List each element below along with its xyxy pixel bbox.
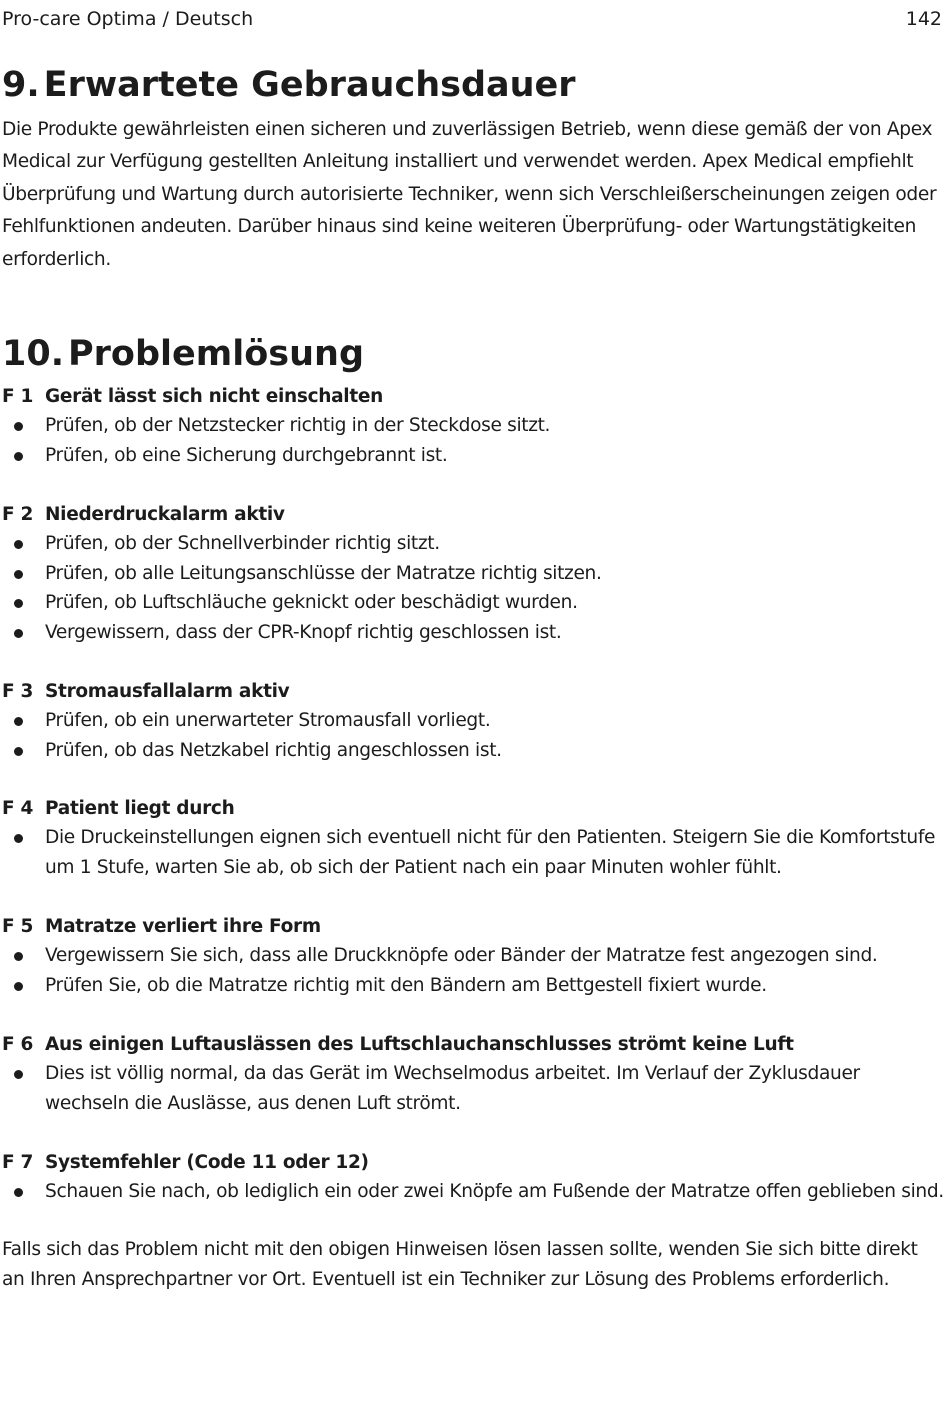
bullet-icon	[14, 629, 23, 638]
bullet-icon	[14, 540, 23, 549]
fault-header	[2, 1148, 948, 1177]
section-9-number: 9.	[2, 65, 40, 105]
list-item-text: Prüfen, ob das Netzkabel richtig angeschlossen ist.	[45, 739, 502, 761]
fault-item-list	[2, 529, 948, 647]
fault-item-list	[2, 706, 948, 765]
list-item	[2, 1177, 948, 1207]
list-item	[2, 736, 948, 766]
document-title: Pro-care Optima / Deutsch	[2, 8, 254, 30]
list-item-text: Prüfen, ob der Netzstecker richtig in der Steckdose sitzt.	[45, 415, 551, 436]
fault-item-list	[2, 823, 948, 882]
list-item-text: Dies ist völlig normal, da das Gerät im Wechselmodus arbeitet. Im Verlauf der Zyklusdauer wechseln die Auslässe, aus denen Luft strömt.	[45, 1063, 860, 1114]
fault-header	[2, 1030, 948, 1059]
fault-code: F 4	[2, 798, 34, 819]
fault-f3	[2, 677, 948, 765]
list-item	[2, 411, 948, 441]
list-item	[2, 823, 948, 882]
list-item	[2, 529, 948, 559]
section-9-heading	[2, 64, 576, 106]
list-item-text: Prüfen, ob Luftschläuche geknickt oder beschädigt wurden.	[45, 592, 578, 613]
fault-f6	[2, 1030, 948, 1118]
fault-code: F 6	[2, 1034, 34, 1055]
section-9-title: Erwartete Gebrauchsdauer	[43, 65, 576, 105]
list-item-text: Die Druckeinstellungen eignen sich eventuell nicht für den Patienten. Steigern Sie die Komfortstufe um 1 Stufe, warten Sie ab, ob sich der Patient nach ein paar Minuten wohler fühlt.	[45, 827, 936, 878]
page-number: 142	[905, 8, 942, 30]
fault-title: Aus einigen Luftauslässen des Luftschlauchanschlusses strömt keine Luft	[45, 1034, 794, 1055]
bullet-icon	[14, 952, 23, 961]
running-header	[2, 6, 942, 32]
fault-code: F 3	[2, 681, 34, 702]
fault-code: F 5	[2, 916, 34, 937]
section-10-title: Problemlösung	[68, 334, 364, 374]
bullet-icon	[14, 1188, 23, 1197]
list-item-text: Prüfen, ob alle Leitungsanschlüsse der Matratze richtig sitzen.	[45, 562, 602, 584]
bullet-icon	[14, 422, 23, 431]
fault-f7	[2, 1148, 948, 1207]
list-item-text: Prüfen, ob der Schnellverbinder richtig sitzt.	[45, 533, 440, 554]
fault-code: F 7	[2, 1152, 34, 1173]
fault-header	[2, 677, 948, 706]
bullet-icon	[14, 452, 23, 461]
list-item-text: Prüfen, ob ein unerwarteter Stromausfall vorliegt.	[45, 710, 491, 731]
bullet-icon	[14, 747, 23, 756]
list-item	[2, 588, 948, 618]
fault-title: Matratze verliert ihre Form	[45, 916, 321, 937]
fault-header	[2, 794, 948, 823]
list-item-text: Prüfen, ob eine Sicherung durchgebrannt ist.	[45, 444, 448, 466]
list-item	[2, 618, 948, 648]
fault-f4	[2, 794, 948, 882]
section-10-heading	[2, 333, 364, 375]
fault-item-list	[2, 941, 948, 1000]
list-item	[2, 941, 948, 971]
bullet-icon	[14, 834, 23, 843]
list-item	[2, 971, 948, 1001]
list-item	[2, 559, 948, 589]
fault-item-list	[2, 411, 948, 470]
closing-paragraph: Falls sich das Problem nicht mit den obigen Hinweisen lösen lassen sollte, wenden Sie sich bitte direkt an Ihren Ansprechpartner vor Ort. Eventuell ist ein Techniker zur Lösung des Problems erforderlich.	[2, 1239, 918, 1290]
fault-title: Patient liegt durch	[45, 798, 235, 819]
fault-header	[2, 912, 948, 941]
fault-code: F 1	[2, 386, 34, 407]
fault-item-list	[2, 1177, 948, 1207]
fault-header	[2, 500, 948, 529]
fault-title: Gerät lässt sich nicht einschalten	[45, 386, 384, 407]
list-item-text: Vergewissern, dass der CPR-Knopf richtig geschlossen ist.	[45, 621, 562, 643]
bullet-icon	[14, 717, 23, 726]
list-item-text: Prüfen Sie, ob die Matratze richtig mit den Bändern am Bettgestell fixiert wurde.	[45, 974, 767, 996]
list-item	[2, 706, 948, 736]
list-item-text: Schauen Sie nach, ob lediglich ein oder zwei Knöpfe am Fußende der Matratze offen geblieben sind.	[45, 1181, 944, 1202]
fault-title: Systemfehler (Code 11 oder 12)	[45, 1152, 369, 1173]
bullet-icon	[14, 982, 23, 991]
fault-header	[2, 382, 948, 411]
fault-title: Stromausfallalarm aktiv	[45, 681, 290, 702]
bullet-icon	[14, 599, 23, 608]
list-item-text: Vergewissern Sie sich, dass alle Druckknöpfe oder Bänder der Matratze fest angezogen sind.	[45, 945, 878, 966]
fault-code: F 2	[2, 504, 34, 525]
fault-f5	[2, 912, 948, 1000]
fault-title: Niederdruckalarm aktiv	[45, 504, 285, 525]
fault-f2	[2, 500, 948, 647]
bullet-icon	[14, 570, 23, 579]
list-item	[2, 441, 948, 471]
fault-f1	[2, 382, 948, 470]
section-9-body: Die Produkte gewährleisten einen sicheren und zuverlässigen Betrieb, wenn diese gemäß der von Apex Medical zur Verfügung gestellten Anleitung installiert und verwendet werden. Apex Medical empfiehlt Überprüfung und Wartung durch autorisierte Techniker, wenn sich Verschleißerscheinungen zeigen oder Fehlfunktionen andeuten. Darüber hinaus sind keine weiteren Überprüfung- oder Wartungstätigkeiten erforderlich.	[2, 119, 937, 270]
fault-item-list	[2, 1059, 948, 1118]
bullet-icon	[14, 1070, 23, 1079]
list-item	[2, 1059, 948, 1118]
section-10-number: 10.	[2, 334, 65, 374]
